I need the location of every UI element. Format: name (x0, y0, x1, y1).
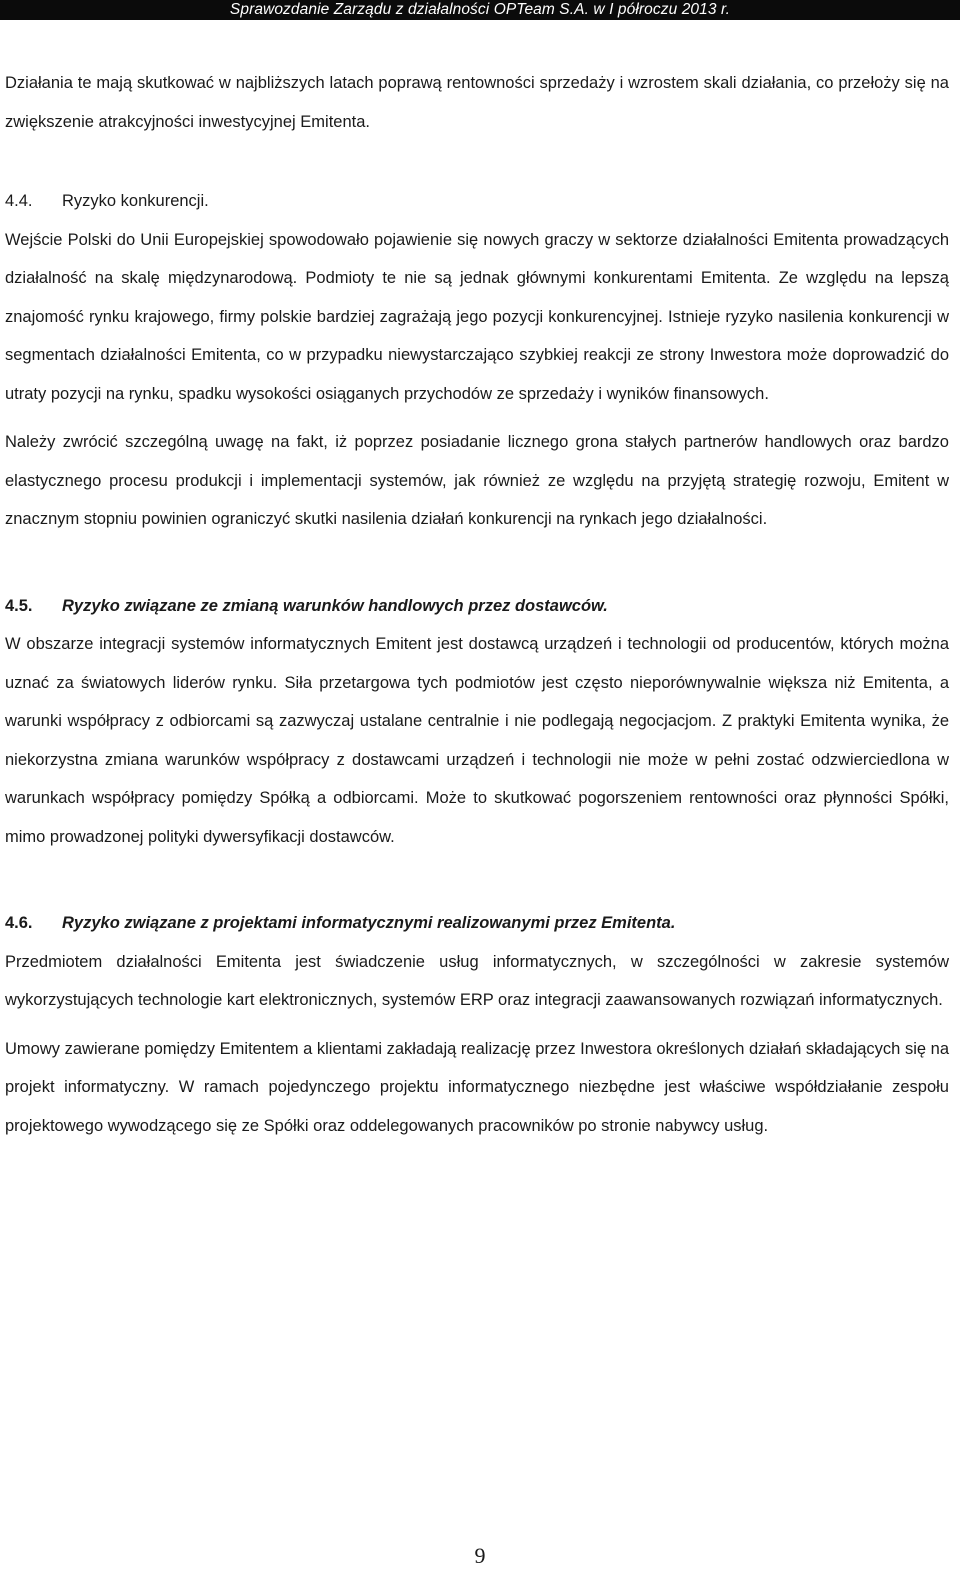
section-title: Ryzyko konkurencji. (62, 192, 209, 210)
section-heading-4-5 (5, 587, 949, 626)
section-heading-4-6 (5, 904, 949, 943)
section-number: 4.5. (5, 596, 33, 615)
running-header: Sprawozdanie Zarządu z działalności OPTeam S.A. w I półroczu 2013 r. (0, 0, 960, 20)
paragraph-4-4-2: Należy zwrócić szczególną uwagę na fakt, iż poprzez posiadanie licznego grona stałych partnerów handlowych oraz bardzo elastycznego procesu produkcji i implementacji systemów, jak również ze względu na przyjętą strategię rozwoju, Emitent w znacznym stopniu powinien ograniczyć skutki nasilenia działań konkurencji na rynkach jego działalności. (5, 433, 949, 528)
section-number: 4.4. (5, 192, 33, 210)
paragraph-4-4-1: Wejście Polski do Unii Europejskiej spowodowało pojawienie się nowych graczy w sektorze działalności Emitenta prowadzących działalność na skalę międzynarodową. Podmioty te nie są jednak głównymi konkurentami Emitenta. Ze względu na lepszą znajomość rynku krajowego, firmy polskie bardziej zagrażają jego pozycji konkurencyjnej. Istnieje ryzyko nasilenia konkurencji w segmentach działalności Emitenta, co w przypadku niewystarczająco szybkiej reakcji ze strony Inwestora może doprowadzić do utraty pozycji na rynku, spadku wysokości osiąganych przychodów ze sprzedaży i wyników finansowych. (5, 230, 949, 403)
paragraph-4-6-1: Przedmiotem działalności Emitenta jest świadczenie usług informatycznych, w szczególności w zakresie systemów wykorzystujących technologie kart elektronicznych, systemów ERP oraz integracji zaawansowanych rozwiązań informatycznych. (5, 952, 949, 1009)
page-number: 9 (474, 1543, 486, 1568)
paragraph-4-6-2: Umowy zawierane pomiędzy Emitentem a klientami zakładają realizację przez Inwestora określonych działań składających się na projekt informatyczny. W ramach pojedynczego projektu informatycznego niezbędne jest właściwe współdziałanie zespołu projektowego wywodzącego się ze Spółki oraz oddelegowanych pracowników po stronie nabywcy usług. (5, 1039, 949, 1135)
paragraph-4-5-1: W obszarze integracji systemów informatycznych Emitent jest dostawcą urządzeń i technologii od producentów, których można uznać za światowych liderów rynku. Siła przetargowa tych podmiotów jest często nieporównywalnie większa niż Emitenta, a warunki współpracy z odbiorcami są zazwyczaj ustalane centralnie i nie podlegają negocjacjom. Z praktyki Emitenta wynika, że niekorzystna zmiana warunków współpracy z dostawcami urządzeń i technologii nie może w pełni zostać odzwierciedlona w warunkach współpracy pomiędzy Spółką a odbiorcami. Może to skutkować pogorszeniem rentowności oraz płynności Spółki, mimo prowadzonej polityki dywersyfikacji dostawców. (5, 635, 949, 846)
section-heading-4-4 (5, 182, 949, 221)
document-body (5, 64, 949, 1145)
section-title: Ryzyko związane ze zmianą warunków handlowych przez dostawców. (62, 596, 608, 615)
section-title: Ryzyko związane z projektami informatycznymi realizowanymi przez Emitenta. (62, 914, 676, 932)
section-number: 4.6. (5, 914, 33, 932)
intro-paragraph: Działania te mają skutkować w najbliższych latach poprawą rentowności sprzedaży i wzrostem skali działania, co przełoży się na zwiększenie atrakcyjności inwestycyjnej Emitenta. (5, 74, 949, 131)
